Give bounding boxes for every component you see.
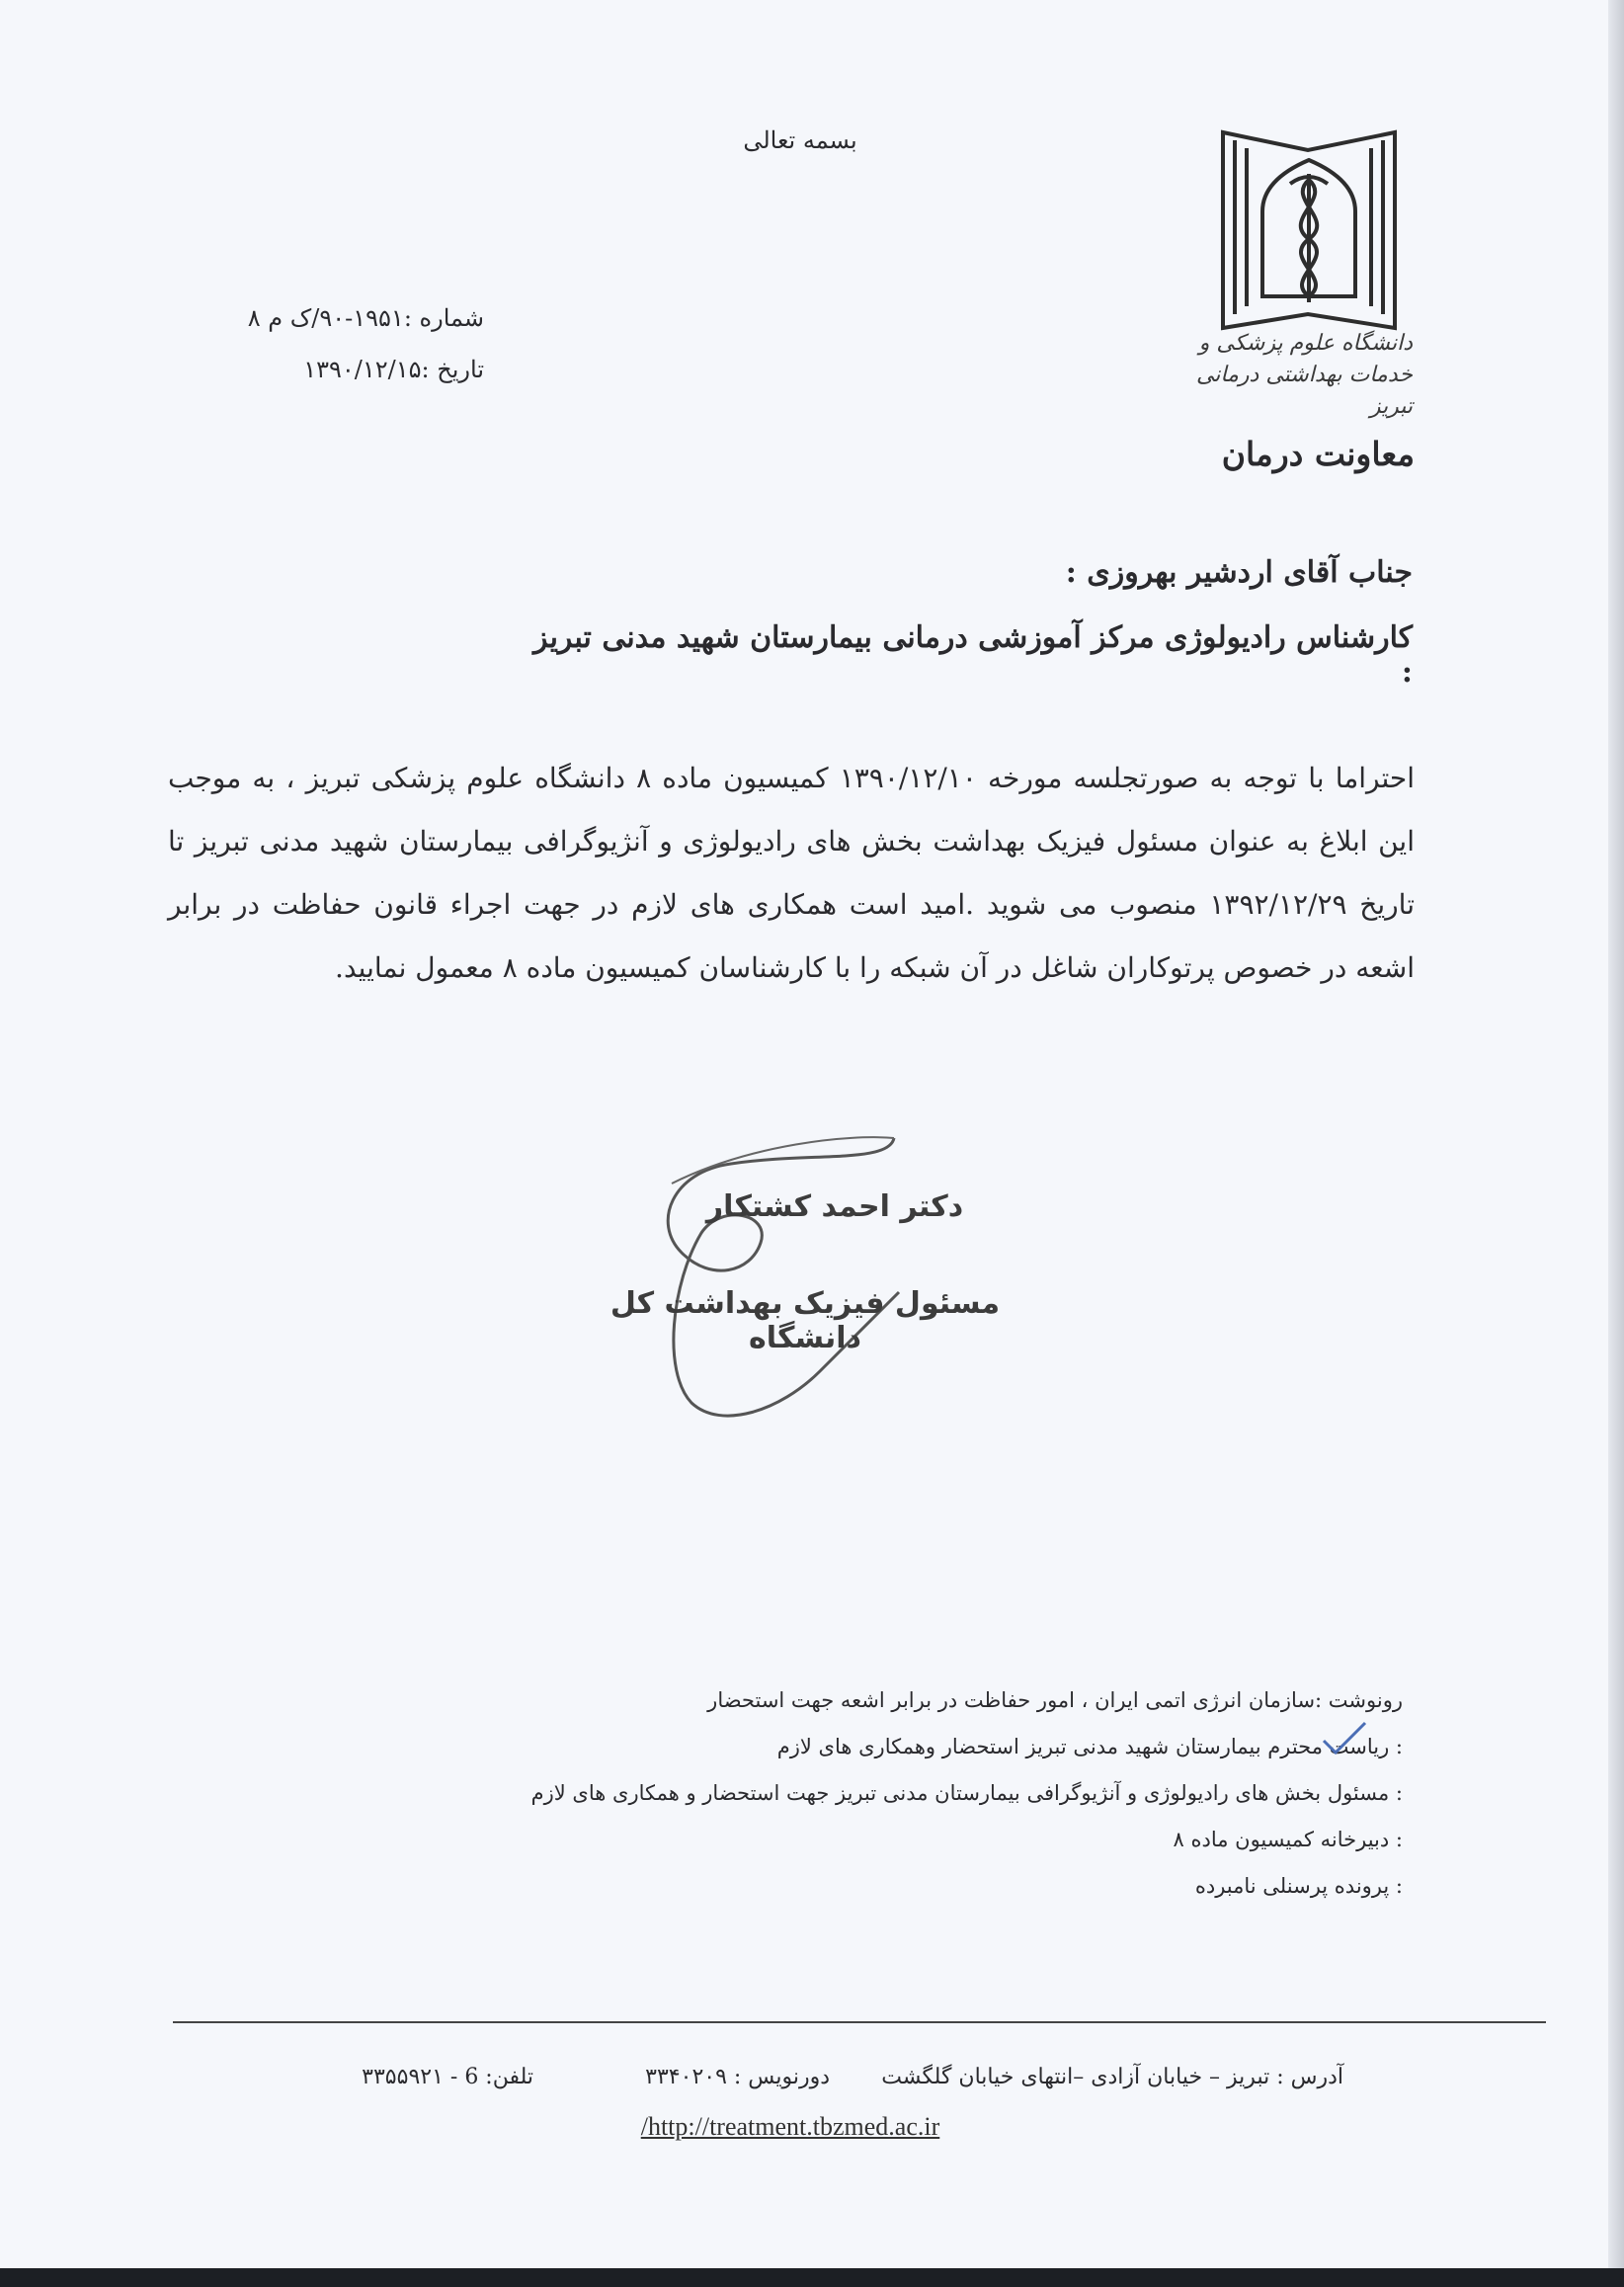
department-title: معاونت درمان (1221, 435, 1415, 473)
footer-divider (173, 2021, 1546, 2023)
letter-body: احتراما با توجه به صورتجلسه مورخه ۱۳۹۰/۱۲/۱۰ کمیسیون ماده ۸ دانشگاه علوم پزشکی تبریز ، به موجب این ابلاغ به عنوان مسئول فیزیک بهداشت بخش های رادیولوژی و آنژیوگرافی بیمارستان شهید مدنی تبریز تا تاریخ ۱۳۹۲/۱۲/۲۹ منصوب می شوید .امید است همکاری های لازم در جهت اجراء قانون حفاظت در برابر اشعه در خصوص پرتوکاران شاغل در آن شبکه را با کارشناسان کمیسیون ماده ۸ معمول نمایید. (168, 762, 1416, 984)
scan-edge (1608, 0, 1624, 2287)
footer-phone: تلفن: 6 - ۳۳۵۵۹۲۱ (362, 2065, 533, 2089)
footer-fax: دورنویس : ۳۳۴۰۲۰۹ (645, 2065, 830, 2089)
cc-item: رونوشت :سازمان انرژی اتمی ایران ، امور حفاظت در برابر اشعه جهت استحضار (707, 1688, 1403, 1712)
signatory-title: مسئول فیزیک بهداشت کل دانشگاه (609, 1286, 1001, 1355)
footer-address: آدرس : تبریز – خیابان آزادی –انتهای خیابان گلگشت (881, 2065, 1343, 2089)
letter-metadata (148, 292, 484, 395)
cc-list (365, 1677, 1403, 1910)
letter-date: تاریخ :۱۳۹۰/۱۲/۱۵ (303, 356, 484, 383)
basmala-heading: بسمه تعالی (743, 126, 857, 154)
recipient-name: جناب آقای اردشیر بهروزی : (1065, 555, 1413, 590)
cc-item: : ریاست محترم بیمارستان شهید مدنی تبریز استحضار وهمکاری های لازم (776, 1735, 1403, 1758)
cc-item: : دبیرخانه کمیسیون ماده ۸ (1173, 1828, 1403, 1851)
university-name-calligraphy: دانشگاه علوم پزشکی و خدمات بهداشتی درمانی تبریز (1195, 331, 1413, 419)
recipient-title: کارشناس رادیولوژی مرکز آموزشی درمانی بیمارستان شهید مدنی تبریز : (533, 620, 1413, 690)
footer-website-link[interactable]: /http://treatment.tbzmed.ac.ir (640, 2112, 940, 2141)
scan-bottom-band (0, 2268, 1624, 2287)
university-emblem-icon (1217, 121, 1401, 336)
cc-item: : پرونده پرسنلی نامبرده (1194, 1874, 1403, 1898)
handwritten-signature (553, 1124, 1067, 1440)
signatory-name: دکتر احمد کشتکار (705, 1189, 964, 1224)
letter-number: شماره :۱۹۵۱-۹۰/ک م ۸ (247, 304, 484, 332)
cc-item: : مسئول بخش های رادیولوژی و آنژیوگرافی بیمارستان مدنی تبریز جهت استحضار و همکاری های لازم (530, 1781, 1403, 1805)
checkmark-icon (1320, 1719, 1369, 1758)
